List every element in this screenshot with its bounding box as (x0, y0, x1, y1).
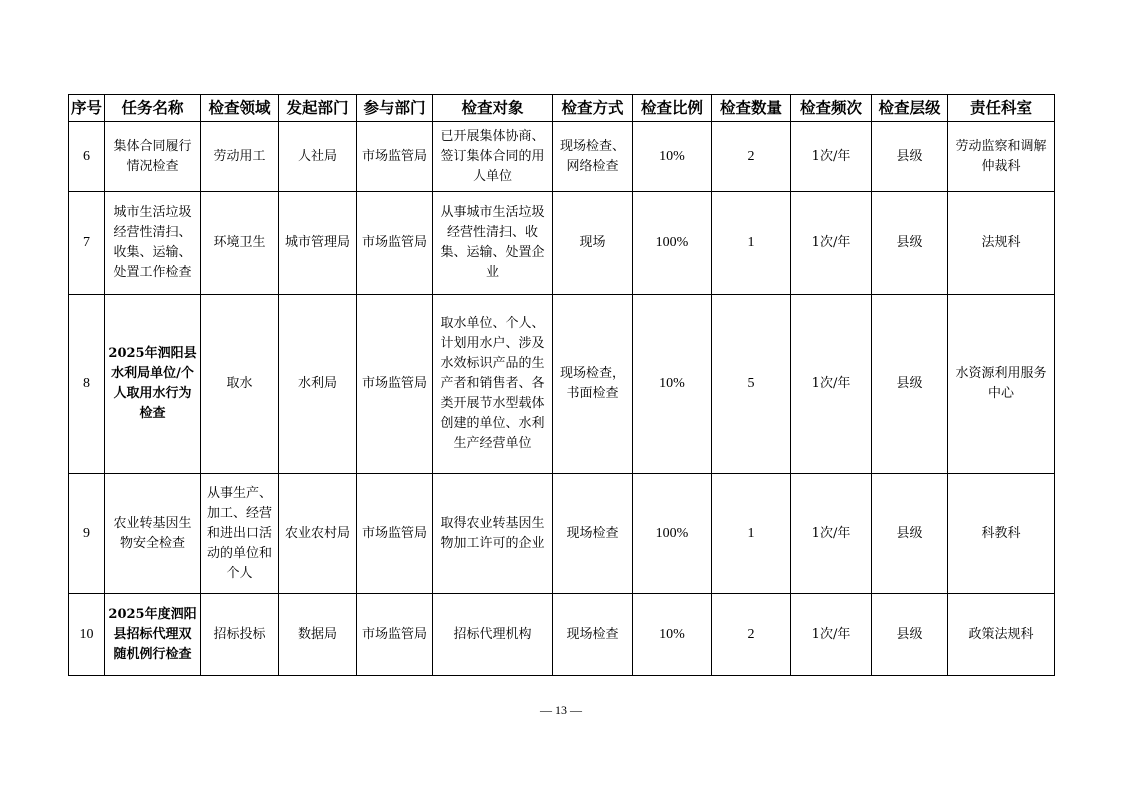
quantity-cell: 1 (712, 474, 791, 594)
quantity-cell: 5 (712, 295, 791, 474)
initiator-cell: 数据局 (279, 594, 357, 676)
field-cell: 取水 (201, 295, 279, 474)
header-cell: 检查层级 (872, 95, 948, 122)
header-cell: 检查比例 (633, 95, 712, 122)
participant-cell: 市场监管局 (357, 122, 433, 192)
initiator-cell: 人社局 (279, 122, 357, 192)
task-name-cell: 农业转基因生物安全检查 (105, 474, 201, 594)
frequency-cell: 1次/年 (791, 192, 872, 295)
method-cell: 现场检查 (553, 474, 633, 594)
header-row (69, 95, 1055, 122)
task-name-cell: 2025年泗阳县水利局单位/个人取用水行为检查 (105, 295, 201, 474)
inspection-task-table (68, 94, 1055, 676)
header-cell: 发起部门 (279, 95, 357, 122)
quantity-cell: 1 (712, 192, 791, 295)
header-cell: 检查对象 (433, 95, 553, 122)
office-cell: 劳动监察和调解仲裁科 (948, 122, 1055, 192)
participant-cell: 市场监管局 (357, 192, 433, 295)
header-cell: 序号 (69, 95, 105, 122)
table-row (69, 594, 1055, 676)
table-row (69, 474, 1055, 594)
row-number-cell: 10 (69, 594, 105, 676)
field-cell: 招标投标 (201, 594, 279, 676)
frequency-cell: 1次/年 (791, 474, 872, 594)
header-cell: 检查方式 (553, 95, 633, 122)
ratio-cell: 100% (633, 192, 712, 295)
ratio-cell: 100% (633, 474, 712, 594)
method-cell: 现场检查，书面检查 (553, 295, 633, 474)
task-name-cell: 集体合同履行情况检查 (105, 122, 201, 192)
level-cell: 县级 (872, 295, 948, 474)
header-cell: 检查频次 (791, 95, 872, 122)
participant-cell: 市场监管局 (357, 594, 433, 676)
header-cell: 参与部门 (357, 95, 433, 122)
level-cell: 县级 (872, 594, 948, 676)
ratio-cell: 10% (633, 594, 712, 676)
frequency-cell: 1次/年 (791, 122, 872, 192)
office-cell: 政策法规科 (948, 594, 1055, 676)
initiator-cell: 城市管理局 (279, 192, 357, 295)
page-number: — 13 — (540, 703, 582, 717)
target-cell: 已开展集体协商、签订集体合同的用人单位 (433, 122, 553, 192)
initiator-cell: 农业农村局 (279, 474, 357, 594)
office-cell: 水资源利用服务中心 (948, 295, 1055, 474)
field-cell: 环境卫生 (201, 192, 279, 295)
target-cell: 取水单位、个人、计划用水户、涉及水效标识产品的生产者和销售者、各类开展节水型载体创建的单位、水利生产经营单位 (433, 295, 553, 474)
target-cell: 招标代理机构 (433, 594, 553, 676)
frequency-cell: 1次/年 (791, 295, 872, 474)
quantity-cell: 2 (712, 594, 791, 676)
header-cell: 责任科室 (948, 95, 1055, 122)
office-cell: 法规科 (948, 192, 1055, 295)
target-cell: 取得农业转基因生物加工许可的企业 (433, 474, 553, 594)
header-cell: 任务名称 (105, 95, 201, 122)
level-cell: 县级 (872, 122, 948, 192)
row-number-cell: 8 (69, 295, 105, 474)
row-number-cell: 9 (69, 474, 105, 594)
method-cell: 现场检查、网络检查 (553, 122, 633, 192)
participant-cell: 市场监管局 (357, 474, 433, 594)
task-name-cell: 城市生活垃圾经营性清扫、收集、运输、处置工作检查 (105, 192, 201, 295)
ratio-cell: 10% (633, 122, 712, 192)
header-cell: 检查领域 (201, 95, 279, 122)
field-cell: 劳动用工 (201, 122, 279, 192)
task-name-cell: 2025年度泗阳县招标代理双随机例行检查 (105, 594, 201, 676)
field-cell: 从事生产、加工、经营和进出口活动的单位和个人 (201, 474, 279, 594)
method-cell: 现场 (553, 192, 633, 295)
table-row (69, 295, 1055, 474)
participant-cell: 市场监管局 (357, 295, 433, 474)
frequency-cell: 1次/年 (791, 594, 872, 676)
method-cell: 现场检查 (553, 594, 633, 676)
level-cell: 县级 (872, 474, 948, 594)
target-cell: 从事城市生活垃圾经营性清扫、收集、运输、处置企业 (433, 192, 553, 295)
level-cell: 县级 (872, 192, 948, 295)
initiator-cell: 水利局 (279, 295, 357, 474)
office-cell: 科教科 (948, 474, 1055, 594)
row-number-cell: 7 (69, 192, 105, 295)
row-number-cell: 6 (69, 122, 105, 192)
ratio-cell: 10% (633, 295, 712, 474)
header-cell: 检查数量 (712, 95, 791, 122)
quantity-cell: 2 (712, 122, 791, 192)
table-row (69, 122, 1055, 192)
table-row (69, 192, 1055, 295)
